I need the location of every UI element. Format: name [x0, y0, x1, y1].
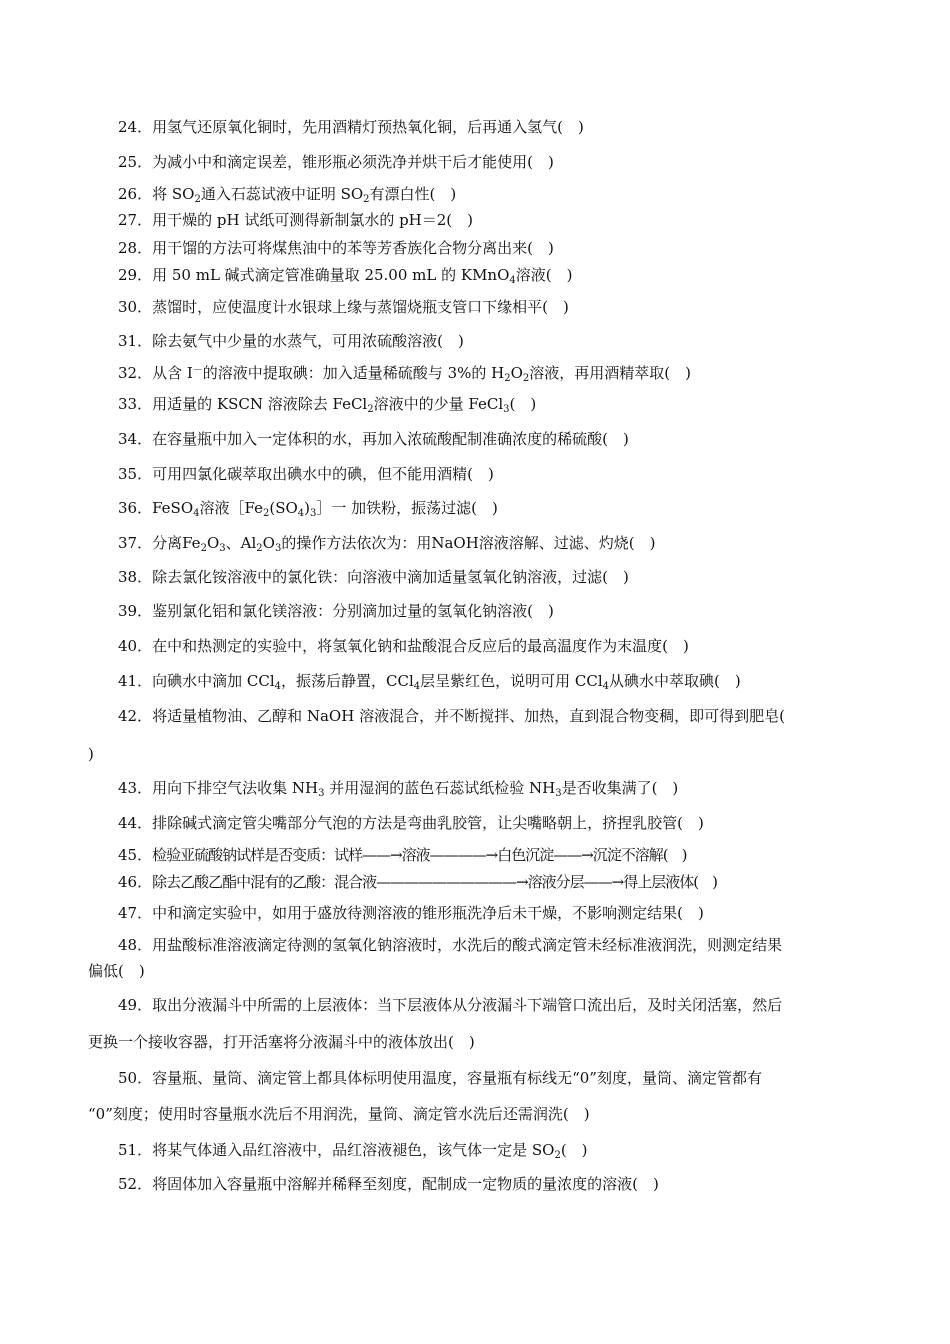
text-run: 的溶液中提取碘：加入适量稀硫酸与 3%的 H [202, 364, 505, 382]
subscript: 3 [318, 788, 325, 799]
question-number: 37． [118, 534, 153, 552]
question-text: 用干馏的方法可将煤焦油中的苯等芳香族化合物分离出来( ) [152, 239, 554, 257]
question-48 [88, 936, 864, 954]
question-number: 41． [118, 672, 153, 690]
question-26 [88, 185, 864, 203]
question-text: 更换一个接收容器，打开活塞将分液漏斗中的液体放出( ) [88, 1033, 475, 1051]
question-number: 52． [118, 1175, 153, 1193]
text-run: 并用湿润的蓝色石蕊试纸检验 NH [324, 779, 556, 797]
question-33 [88, 395, 864, 413]
question-number: 49． [118, 996, 153, 1014]
question-31 [88, 332, 864, 350]
subscript: 2 [363, 194, 370, 205]
question-27 [88, 211, 864, 229]
question-28 [88, 239, 864, 257]
question-number: 42． [118, 707, 153, 725]
question-number: 31． [118, 332, 153, 350]
text-run: O [262, 534, 275, 552]
subscript: 2 [367, 404, 374, 415]
question-number: 46． [118, 873, 153, 891]
text-run: 用适量的 KSCN 溶液除去 FeCl [152, 395, 368, 413]
text-run: ( ) [560, 1141, 588, 1159]
question-text: 在中和热测定的实验中，将氢氧化钠和盐酸混合反应后的最高温度作为末温度( ) [152, 637, 689, 655]
question-text: 在容量瓶中加入一定体积的水，再加入浓硫酸配制准确浓度的稀硫酸( ) [152, 430, 629, 448]
question-45 [88, 846, 864, 864]
subscript: 3 [503, 404, 510, 415]
question-38 [88, 568, 864, 586]
subscript: 2 [504, 373, 511, 384]
question-42-continuation [88, 745, 864, 763]
question-number: 35． [118, 465, 153, 483]
question-25 [88, 153, 864, 171]
question-number: 28． [118, 239, 153, 257]
subscript: 4 [297, 508, 305, 519]
subscript: 4 [602, 681, 610, 692]
question-39 [88, 602, 864, 620]
question-46 [88, 873, 864, 891]
question-text: 鉴别氯化铝和氯化镁溶液：分别滴加过量的氢氧化钠溶液( ) [152, 602, 554, 620]
question-36 [88, 499, 864, 517]
subscript: 3 [274, 543, 282, 554]
question-number: 32． [118, 364, 153, 382]
question-49 [88, 996, 864, 1014]
text-run: 向碘水中滴加 CCl [152, 672, 275, 690]
question-number: 50． [118, 1069, 153, 1087]
question-number: 26． [118, 185, 153, 203]
question-text: 检验亚硫酸钠试样是否变质：试样——→溶液————→白色沉淀——→沉淀不溶解( ) [152, 846, 687, 864]
question-24 [88, 118, 864, 136]
question-number: 34． [118, 430, 153, 448]
question-37 [88, 534, 864, 552]
text-run: ( ) [509, 395, 537, 413]
text-run: 溶液( ) [515, 266, 573, 284]
question-51 [88, 1141, 864, 1159]
text-run: O [206, 534, 220, 552]
text-run: 通入石蕊试液中证明 SO [200, 185, 364, 203]
question-50 [88, 1069, 864, 1087]
question-41 [88, 672, 864, 690]
text-run: 从碘水中萃取碘( ) [609, 672, 741, 690]
text-run: ，振荡后静置，CCl [281, 672, 414, 690]
subscript: 4 [193, 508, 200, 519]
question-text: 除去氨气中少量的水蒸气，可用浓硫酸溶液( ) [152, 332, 464, 350]
question-text: 用氢气还原氧化铜时，先用酒精灯预热氧化铜，后再通入氢气( ) [152, 118, 584, 136]
text-run: O [510, 364, 523, 382]
question-number: 33． [118, 395, 153, 413]
question-30 [88, 298, 864, 316]
subscript: 4 [413, 681, 421, 692]
question-40 [88, 637, 864, 655]
question-number: 24． [118, 118, 153, 136]
question-text: 中和滴定实验中，如用于盛放待测溶液的锥形瓶洗净后未干燥，不影响测定结果( ) [152, 904, 704, 922]
question-number: 43． [118, 779, 153, 797]
question-number: 27． [118, 211, 153, 229]
superscript: － [192, 365, 203, 376]
question-number: 29． [118, 266, 153, 284]
question-49-continuation [88, 1033, 864, 1051]
subscript: 4 [509, 275, 516, 286]
question-number: 30． [118, 298, 153, 316]
question-43 [88, 779, 864, 797]
question-text: “0”刻度；使用时容量瓶水洗后不用润洗，量筒、滴定管水洗后还需润洗( ) [88, 1105, 590, 1123]
text-run: 是否收集满了( ) [561, 779, 679, 797]
question-number: 25． [118, 153, 153, 171]
text-run: 用向下排空气法收集 NH [152, 779, 319, 797]
question-number: 47． [118, 904, 153, 922]
question-number: 45． [118, 846, 153, 864]
text-run: (SO [269, 499, 298, 517]
text-run: 层呈紫红色，说明可用 CCl [420, 672, 603, 690]
question-text: 为减小中和滴定误差，锥形瓶必须洗净并烘干后才能使用( ) [152, 153, 554, 171]
subscript: 3 [310, 508, 317, 519]
question-text: ) [88, 745, 94, 763]
subscript: 4 [274, 681, 281, 692]
question-number: 44． [118, 814, 153, 832]
question-29 [88, 266, 864, 284]
text-run: 用 50 mL 碱式滴定管准确量取 25.00 mL 的 KMnO [152, 266, 510, 284]
text-run: 分离Fe [152, 534, 201, 552]
text-run: ) [304, 499, 311, 517]
text-run: 、Al [225, 534, 257, 552]
question-number: 48． [118, 936, 153, 954]
question-text: 将适量植物油、乙醇和 NaOH 溶液混合，并不断搅拌、加热，直到混合物变稠，即可得到肥皂( [152, 707, 785, 725]
question-number: 40． [118, 637, 153, 655]
question-44 [88, 814, 864, 832]
question-number: 51． [118, 1141, 153, 1159]
question-34 [88, 430, 864, 448]
question-text: 排除碱式滴定管尖嘴部分气泡的方法是弯曲乳胶管，让尖嘴略朝上，挤捏乳胶管( ) [152, 814, 704, 832]
text-run: ］一 加铁粉，振荡过滤( ) [316, 499, 498, 517]
text-run: 将 SO [152, 185, 195, 203]
subscript: 2 [522, 373, 530, 384]
question-number: 38． [118, 568, 153, 586]
question-52 [88, 1175, 864, 1193]
subscript: 2 [256, 543, 263, 554]
subscript: 2 [194, 194, 201, 205]
question-48-continuation [88, 962, 864, 980]
question-text: 容量瓶、量筒、滴定管上都具体标明使用温度，容量瓶有标线无“0”刻度，量筒、滴定管都有 [152, 1069, 762, 1087]
question-text: 可用四氯化碳萃取出碘水中的碘，但不能用酒精( ) [152, 465, 494, 483]
question-number: 36． [118, 499, 153, 517]
text-run: FeSO [152, 499, 194, 517]
question-text: 蒸馏时，应使温度计水银球上缘与蒸馏烧瓶支管口下缘相平( ) [152, 298, 569, 316]
subscript: 2 [262, 508, 270, 519]
question-text: 将固体加入容量瓶中溶解并稀释至刻度，配制成一定物质的量浓度的溶液( ) [152, 1175, 659, 1193]
text-run: 有漂白性( ) [369, 185, 457, 203]
question-47 [88, 904, 864, 922]
subscript: 3 [555, 788, 562, 799]
text-run: 从含 I [152, 364, 193, 382]
question-number: 39． [118, 602, 153, 620]
text-run: 溶液［Fe [199, 499, 263, 517]
question-text: 偏低( ) [88, 962, 145, 980]
question-text: 取出分液漏斗中所需的上层液体：当下层液体从分液漏斗下端管口流出后，及时关闭活塞，然后 [152, 996, 783, 1014]
question-35 [88, 465, 864, 483]
question-42 [88, 707, 864, 725]
text-run: 的操作方法依次为：用NaOH溶液溶解、过滤、灼烧( ) [281, 534, 656, 552]
question-text: 除去氯化铵溶液中的氯化铁：向溶液中滴加适量氢氧化钠溶液，过滤( ) [152, 568, 629, 586]
question-text: 除去乙酸乙酯中混有的乙酸：混合液——————————→溶液分层——→得上层液体( ) [152, 873, 717, 891]
question-text: 用盐酸标准溶液滴定待测的氢氧化钠溶液时，水洗后的酸式滴定管未经标准液润洗，则测定结果 [152, 936, 783, 954]
subscript: 3 [219, 543, 226, 554]
text-run: 溶液中的少量 FeCl [373, 395, 504, 413]
question-50-continuation [88, 1105, 864, 1123]
subscript: 2 [200, 543, 207, 554]
text-run: 溶液，再用酒精萃取( ) [529, 364, 691, 382]
question-text: 用干燥的 pH 试纸可测得新制氯水的 pH＝2( ) [152, 211, 474, 229]
question-32 [88, 364, 864, 382]
text-run: 将某气体通入品红溶液中，品红溶液褪色，该气体一定是 SO [152, 1141, 555, 1159]
subscript: 2 [554, 1150, 561, 1161]
